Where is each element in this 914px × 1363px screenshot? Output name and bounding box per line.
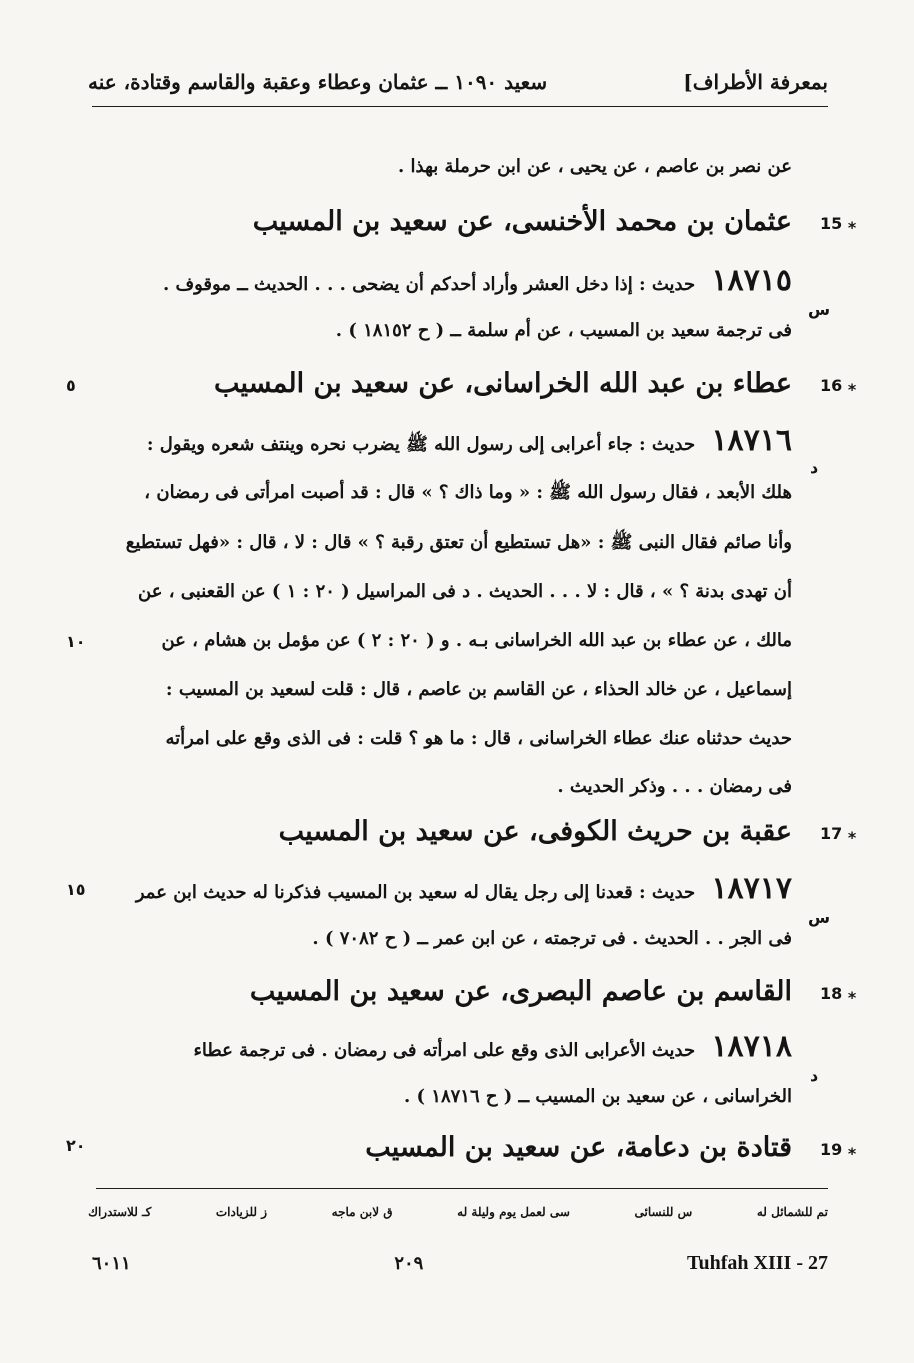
hadith-text: حديث : قعدنا إلى رجل يقال له سعيد بن المسيب فذكرنا له حديث ابن عمر [135, 882, 696, 903]
text-line: هلك الأبعد ، فقال رسول الله ﷺ : « وما ذاك ؟ » قال : قد أصبت امرأتى فى رمضان ، [144, 482, 792, 503]
heading-text: عثمان بن محمد الأخنسى، عن سعيد بن المسيب [252, 206, 792, 237]
header-rule [92, 106, 828, 107]
text-line: فى رمضان . . . وذكر الحديث . [557, 776, 792, 797]
footer-left-number: ٦٠١١ [92, 1252, 131, 1274]
heading-number: 17 ⁎ [820, 824, 857, 843]
heading-text: عقبة بن حريث الكوفى، عن سعيد بن المسيب [278, 816, 792, 847]
abbreviation: ق لابن ماجه [331, 1205, 393, 1219]
heading-text: قتادة بن دعامة، عن سعيد بن المسيب [365, 1132, 792, 1163]
abbreviation-key [88, 1200, 828, 1224]
abbreviation: كـ للاستدراك [88, 1205, 152, 1219]
text-line: أن تهدى بدنة ؟ » ، قال : لا . . . الحديث . د فى المراسيل ( ٢٠ : ١ ) عن القعنبى ، عن [138, 581, 792, 602]
text-line: عن نصر بن عاصم ، عن يحيى ، عن ابن حرملة بهذا . [397, 156, 792, 177]
line-marker: ١٠ [66, 632, 86, 651]
heading-number: 15 ⁎ [820, 214, 857, 233]
volume-signature: Tuhfah XIII - 27 [687, 1251, 828, 1274]
text-line: الخراسانى ، عن سعيد بن المسيب ــ ( ح ١٨٧١٦ ) . [403, 1086, 792, 1107]
running-header [88, 62, 828, 102]
text-line: إسماعيل ، عن خالد الحذاء ، عن القاسم بن عاصم ، قال : قلت لسعيد بن المسيب : [165, 679, 792, 700]
text-line: فى الجر . . الحديث . فى ترجمته ، عن ابن عمر ــ ( ح ٧٠٨٢ ) . [312, 928, 792, 949]
page-footer [92, 1248, 828, 1278]
section-heading-17 [279, 812, 792, 852]
header-title: بمعرفة الأطراف] [683, 70, 828, 94]
abbreviation: ز للزيادات [215, 1205, 268, 1219]
hadith-entry [193, 1029, 792, 1066]
hadith-text: حديث : جاء أعرابى إلى رسول الله ﷺ يضرب نحره وينتف شعره ويقول : [146, 434, 696, 455]
text-line: وأنا صائم فقال النبى ﷺ : «هل تستطيع أن تعتق رقبة ؟ » قال : لا ، قال : «فهل تستطيع [125, 532, 792, 553]
line-marker: ١٥ [66, 880, 86, 899]
line-marker: ٥ [66, 376, 76, 395]
heading-text: القاسم بن عاصم البصرى، عن سعيد بن المسيب [249, 976, 792, 1007]
section-heading-16 [214, 364, 792, 404]
text-line: حديث حدثناه عنك عطاء الخراسانى ، قال : ما هو ؟ قلت : فى الذى وقع على امرأته [165, 728, 792, 749]
heading-number: 18 ⁎ [820, 984, 857, 1003]
header-range: سعيد ١٠٩٠ ــ عثمان وعطاء وعقبة والقاسم وقتادة، عنه [88, 70, 548, 94]
hadith-number: ١٨٧١٧ [711, 871, 792, 906]
text-line: مالك ، عن عطاء بن عبد الله الخراسانى بـه . و ( ٢٠ : ٢ ) عن مؤمل بن هشام ، عن [161, 630, 792, 651]
hadith-entry [146, 423, 792, 460]
abbreviation: تم للشمائل له [756, 1205, 828, 1219]
hadith-number: ١٨٧١٦ [711, 423, 792, 458]
heading-number: 19 ⁎ [820, 1140, 857, 1159]
siglum: د [810, 1066, 819, 1085]
abbreviation: سى لعمل يوم وليلة له [457, 1205, 570, 1219]
hadith-number: ١٨٧١٥ [711, 263, 792, 298]
text-line: فى ترجمة سعيد بن المسيب ، عن أم سلمة ــ ( ح ١٨١٥٢ ) . [335, 320, 792, 341]
siglum: س [808, 908, 831, 927]
hadith-number: ١٨٧١٨ [711, 1029, 792, 1064]
abbreviation: س للنسائى [634, 1205, 693, 1219]
section-heading-18 [250, 972, 792, 1012]
hadith-text: حديث الأعرابى الذى وقع على امرأته فى رمضان . فى ترجمة عطاء [193, 1040, 696, 1061]
siglum: س [808, 300, 831, 319]
footnote-rule [96, 1188, 828, 1189]
hadith-text: حديث : إذا دخل العشر وأراد أحدكم أن يضحى . . . الحديث ــ موقوف . [162, 274, 696, 295]
heading-text: عطاء بن عبد الله الخراسانى، عن سعيد بن المسيب [214, 368, 792, 399]
hadith-entry [162, 263, 792, 300]
section-heading-15 [253, 202, 792, 242]
hadith-entry [135, 871, 792, 908]
line-marker: ٢٠ [66, 1136, 86, 1155]
siglum: د [810, 458, 819, 477]
heading-number: 16 ⁎ [820, 376, 857, 395]
section-heading-19 [365, 1128, 792, 1168]
page-number: ٢٠٩ [394, 1252, 424, 1274]
